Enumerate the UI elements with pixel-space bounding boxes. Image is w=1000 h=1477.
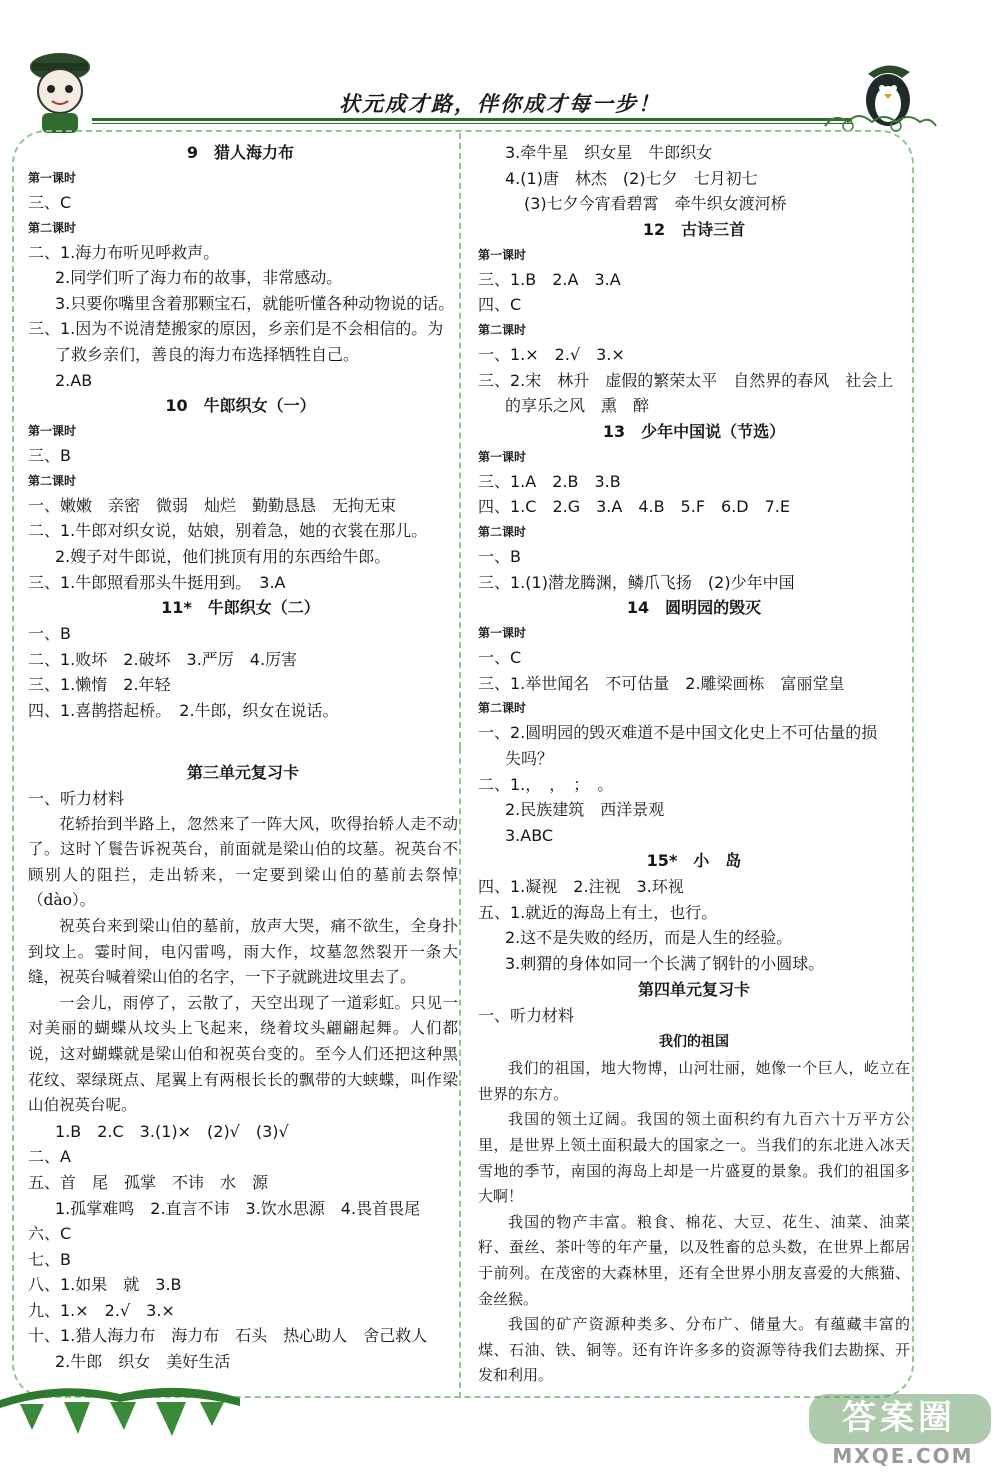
lesson-label: 第二课时 (478, 701, 527, 716)
answer-line: 三、1.(1)潜龙腾渊，鳞爪飞扬 (2)少年中国 (478, 572, 795, 592)
answer-line: 2.AB (55, 370, 93, 390)
lesson-label: 第二课时 (28, 473, 77, 488)
answer-line: 的享乐之风 熏 醉 (505, 396, 650, 416)
answer-line: (3)七夕今宵看碧霄 牵牛织女渡河桥 (524, 194, 787, 214)
answer-line: 四、1.凝视 2.注视 3.环视 (478, 877, 684, 897)
listening-paragraph: 祝英台来到梁山伯的墓前，放声大哭，痛不欲生，全身扑到坟上。霎时间，电闪雷鸣，雨大作，坟墓忽然裂开一条大缝，祝英台喊着梁山伯的名字，一下子就跳进坟里去了。 (28, 916, 458, 987)
watermark-url: MXQE.COM (832, 1444, 974, 1468)
section-title: 第四单元复习卡 (637, 979, 750, 999)
answer-line: 九、1.× 2.√ 3.× (28, 1300, 175, 1320)
leaf-border-icon (0, 1380, 240, 1440)
answer-line: 一、B (478, 546, 521, 566)
answer-line: 失吗？ (505, 748, 554, 768)
watermark-logo (805, 1388, 995, 1474)
section-title: 第三单元复习卡 (186, 763, 299, 782)
answer-line: 一、听力材料 (28, 789, 125, 808)
answer-line: 3.只要你嘴里含着那颗宝石，就能听懂各种动物说的话。 (55, 293, 455, 313)
answer-line: 了救乡亲们，善良的海力布选择牺牲自己。 (55, 344, 360, 364)
header-rule-thin (92, 123, 852, 124)
listening-paragraph: 花轿抬到半路上，忽然来了一阵大风，吹得抬轿人走不动了。这时丫鬟告诉祝英台，前面就是梁山伯的坟墓。祝英台不顾别人的阻拦，走出轿来，一定要到梁山伯的墓前去祭悼（dào）。 (28, 814, 458, 910)
header-rule (92, 118, 852, 121)
section-title: 14 圆明园的毁灭 (626, 598, 762, 618)
answer-line: 一、1.× 2.√ 3.× (478, 344, 625, 364)
answer-line: 三、1.因为不说清楚搬家的原因，乡亲们是不会相信的。为 (28, 319, 444, 339)
answer-line: 一、听力材料 (478, 1005, 575, 1025)
answer-line: 六、C (28, 1224, 72, 1244)
listening-paragraph: 一会儿，雨停了，云散了，天空出现了一道彩虹。只见一对美丽的蝴蝶从坟头上飞起来，绕着坟头翩翩起舞。人们都说，这对蝴蝶就是梁山伯和祝英台变的。至今人们还把这种黑花纹、翠绿斑点、尾翼上有两根长长的飘带的大蛱蝶，叫作梁山伯祝英台呢。 (28, 993, 458, 1115)
answer-line: 四、1.C 2.G 3.A 4.B 5.F 6.D 7.E (478, 497, 790, 517)
answer-line: 三、1.懒惰 2.年轻 (28, 675, 171, 695)
section-title: 15* 小 岛 (646, 851, 742, 871)
answer-line: 三、2.宋 林升 虚假的繁荣太平 自然界的春风 社会上 (478, 370, 894, 390)
answer-line: 三、1.A 2.B 3.B (478, 471, 621, 491)
answer-line: 八、1.如果 就 3.B (28, 1275, 182, 1295)
column-divider-lower (459, 748, 461, 1398)
answer-line: 二、1.， ， ； 。 (478, 774, 614, 794)
listening-paragraph: 我国的矿产资源种类多、分布广、储量大。有蕴藏丰富的煤、石油、铁、铜等。还有许许多多的资源等待我们去勘探、开发和利用。 (478, 1315, 910, 1385)
column-divider (459, 133, 461, 748)
listening-paragraph: 我国的物产丰富。粮食、棉花、大豆、花生、油菜、油菜籽、蚕丝、茶叶等的年产量，以及牲畜的总头数，在世界上都居于前列。在茂密的大森林里，还有全世界小朋友喜爱的大熊猫、金丝猴。 (478, 1212, 910, 1308)
answer-line: 二、1.牛郎对织女说，姑娘，别着急，她的衣裳在那儿。 (28, 521, 428, 541)
answer-line: 十、1.猎人海力布 海力布 石头 热心助人 舍己救人 (28, 1326, 428, 1346)
answer-line: 三、1.B 2.A 3.A (478, 269, 621, 289)
answer-line: 四、C (478, 295, 522, 315)
answer-line: 七、B (28, 1249, 71, 1269)
answer-line: 3.ABC (505, 825, 554, 845)
answer-line: 五、1.就近的海岛上有土，也行。 (478, 902, 718, 922)
lesson-label: 第二课时 (478, 524, 527, 539)
answer-line: 2.这不是失败的经历，而是人生的经验。 (505, 928, 793, 948)
answer-line: 1.B 2.C 3.(1)× (2)√ (3)√ (55, 1121, 289, 1141)
answer-line: 三、B (28, 446, 71, 466)
page-header (0, 0, 1000, 140)
lesson-label: 第二课时 (478, 322, 527, 337)
left-column-bottom (28, 760, 458, 1375)
answer-line: 四、1.喜鹊搭起桥。 2.牛郎，织女在说话。 (28, 700, 339, 720)
answer-line: 三、C (28, 193, 72, 212)
lesson-label: 第一课时 (28, 424, 77, 439)
answer-line: 2.民族建筑 西洋景观 (505, 800, 665, 820)
section-title: 10 牛郎织女（一） (165, 396, 316, 416)
passage-title: 我们的祖国 (659, 1034, 729, 1051)
header-slogan: 状元成才路，伴你成才每一步！ (339, 91, 661, 116)
answer-line: 三、1.举世闻名 不可估量 2.雕梁画栋 富丽堂皇 (478, 673, 845, 693)
answer-line: 3.刺猬的身体如同一个长满了钢针的小圆球。 (505, 954, 825, 974)
answer-line: 一、嫩嫩 亲密 微弱 灿烂 勤勤恳恳 无拘无束 (28, 495, 397, 515)
answer-line: 五、首 尾 孤掌 不讳 水 源 (28, 1172, 269, 1192)
section-title: 11* 牛郎织女（二） (161, 598, 320, 618)
lesson-label: 第一课时 (478, 247, 527, 262)
section-title: 9 猎人海力布 (186, 143, 295, 162)
left-column-top (28, 140, 453, 724)
section-title: 13 少年中国说（节选） (602, 421, 786, 441)
answer-line: 2.嫂子对牛郎说，他们挑顶有用的东西给牛郎。 (55, 546, 391, 566)
answer-line: 一、2.圆明园的毁灭难道不是中国文化史上不可估量的损 (478, 723, 878, 743)
watermark-title: 答案圈 (842, 1398, 956, 1438)
answer-line: 二、1.海力布听见呼救声。 (28, 242, 220, 262)
lesson-label: 第一课时 (28, 171, 77, 185)
listening-paragraph: 我们的祖国，地大物博，山河壮丽，她像一个巨人，屹立在世界的东方。 (478, 1059, 910, 1103)
section-title: 12 古诗三首 (642, 219, 746, 239)
listening-paragraph: 我国的领土辽阔。我国的领土面积约有九百六十万平方公里，是世界上领土面积最大的国家之一。当我们的东北进入冰天雪地的季节，南国的海岛上却是一片盛夏的景象。我们的祖国多大啊！ (478, 1110, 910, 1206)
answer-line: 二、A (28, 1147, 71, 1167)
right-column (478, 140, 910, 1389)
answer-line: 2.同学们听了海力布的故事，非常感动。 (55, 268, 343, 288)
answer-line: 一、C (478, 648, 522, 668)
answer-line: 2.牛郎 织女 美好生活 (55, 1352, 231, 1372)
answer-line: 二、1.败坏 2.破坏 3.严厉 4.厉害 (28, 649, 298, 669)
answer-line: 一、B (28, 624, 71, 644)
lesson-label: 第二课时 (28, 220, 77, 235)
lesson-label: 第一课时 (478, 626, 527, 641)
lesson-label: 第一课时 (478, 449, 527, 464)
answer-line: 4.(1)唐 林杰 (2)七夕 七月初七 (505, 168, 758, 188)
answer-line: 1.孤掌难鸣 2.直言不讳 3.饮水思源 4.畏首畏尾 (55, 1198, 421, 1218)
answer-line: 三、1.牛郎照看那头牛挺用到。 3.A (28, 572, 286, 592)
answer-line: 3.牵牛星 织女星 牛郎织女 (505, 143, 713, 162)
